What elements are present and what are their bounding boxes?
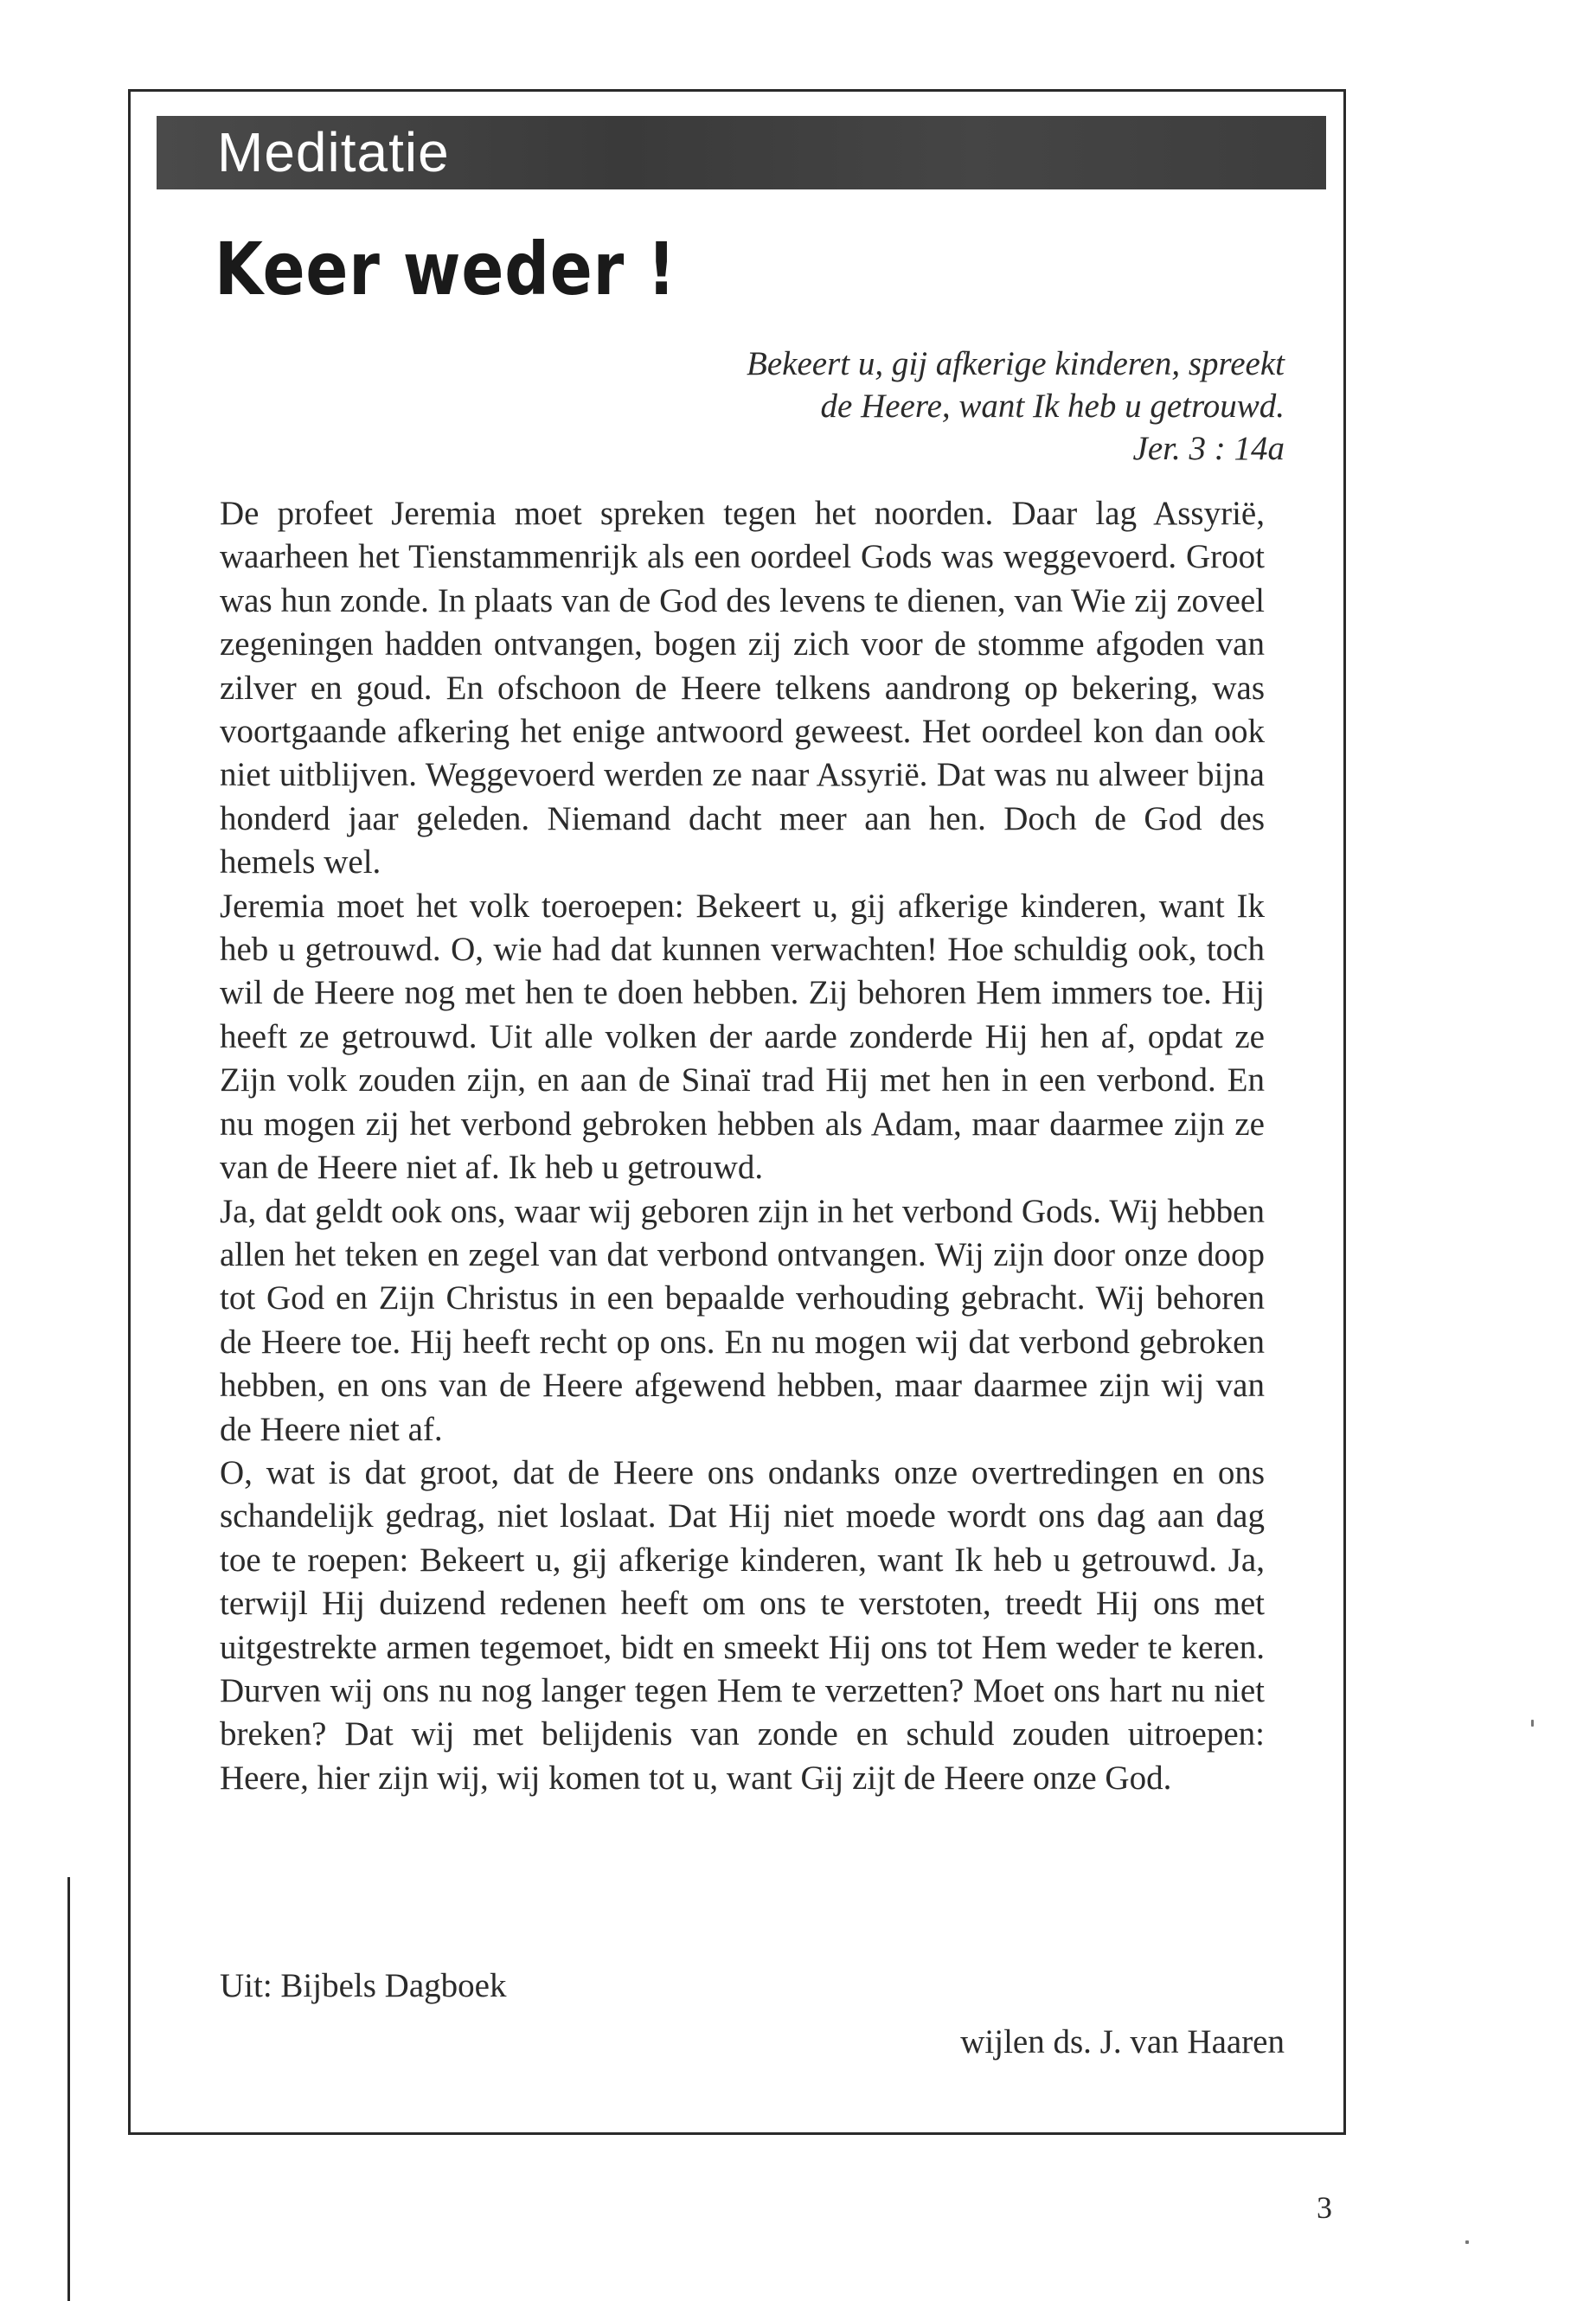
epigraph [662,343,1285,470]
article-body [220,492,1265,1800]
epigraph-line: Bekeert u, gij afkerige kinderen, spreekt [747,345,1285,382]
body-paragraph: Ja, dat geldt ook ons, waar wij geboren zijn in het verbond Gods. Wij hebben allen het teken en zegel van dat verbond ontvangen. Wij zijn door onze doop tot God en Zijn Christus in een bepaalde verhouding gebracht. Wij behoren de Heere toe. Hij heeft recht op ons. En nu mogen wij dat verbond gebroken hebben, en ons van de Heere afgewend hebben, maar daarmee zijn wij van de Heere niet af. [220,1192,1265,1448]
epigraph-reference: Jer. 3 : 14a [1132,430,1285,467]
epigraph-line: de Heere, want Ik heb u getrouwd. [820,388,1285,425]
article-frame [128,89,1346,2135]
article-headline: Keer weder ! [215,227,676,311]
article-source: Uit: Bijbels Dagboek [220,1967,507,2004]
body-paragraph: Jeremia moet het volk toeroepen: Bekeert u, gij afkerige kinderen, want Ik heb u getrouwd. O, wie had dat kunnen verwachten! Hoe schuldig ook, toch wil de Heere nog met hen te doen hebben. Zij behoren Hem immers toe. Hij heeft ze getrouwd. Uit alle volken der aarde zonderde Hij hen af, opdat ze Zijn volk zouden zijn, en aan de Sinaï trad Hij met hen in een verbond. En nu mogen zij het verbond gebroken hebben als Adam, maar daarmee zijn ze van de Heere niet af. Ik heb u getrouwd. [220,887,1265,1187]
article-author: wijlen ds. J. van Haaren [960,2023,1285,2061]
page-number: 3 [1317,2190,1332,2225]
body-paragraph: O, wat is dat groot, dat de Heere ons ondanks onze overtredingen en ons schandelijk gedrag, niet loslaat. Dat Hij niet moede wordt ons dag aan dag toe te roepen: Bekeert u, gij afkerige kinderen, want Ik heb u getrouwd. Ja, terwijl Hij duizend redenen heeft om ons te verstoten, treedt Hij ons met uitgestrekte armen tegemoet, bidt en smeekt Hij ons tot Hem weder te keren. Durven wij ons nu nog langer tegen Hem te verzetten? Moet ons hart nu niet breken? Dat wij met belijdenis van zonde en schuld zouden uitroepen: Heere, hier zijn wij, wij komen tot u, want Gij zijt de Heere onze God. [220,1453,1265,1797]
scan-speck [1465,2240,1469,2244]
scan-speck [1531,1720,1534,1727]
body-paragraph: De profeet Jeremia moet spreken tegen het noorden. Daar lag Assyrië, waarheen het Tienstammenrijk als een oordeel Gods was weggevoerd. Groot was hun zonde. In plaats van de God des levens te dienen, van Wie zij zoveel zegeningen hadden ontvangen, bogen zij zich voor de stomme afgoden van zilver en goud. En ofschoon de Heere telkens aandrong op bekering, was voortgaande afkering het enige antwoord geweest. Het oordeel kon dan ook niet uitblijven. Weggevoerd werden ze naar Assyrië. Dat was nu alweer bijna honderd jaar geleden. Niemand dacht meer aan hen. Doch de God des hemels wel. [220,495,1265,881]
left-margin-rule [67,1877,70,2301]
section-banner [157,116,1326,189]
section-title: Meditatie [217,121,450,183]
